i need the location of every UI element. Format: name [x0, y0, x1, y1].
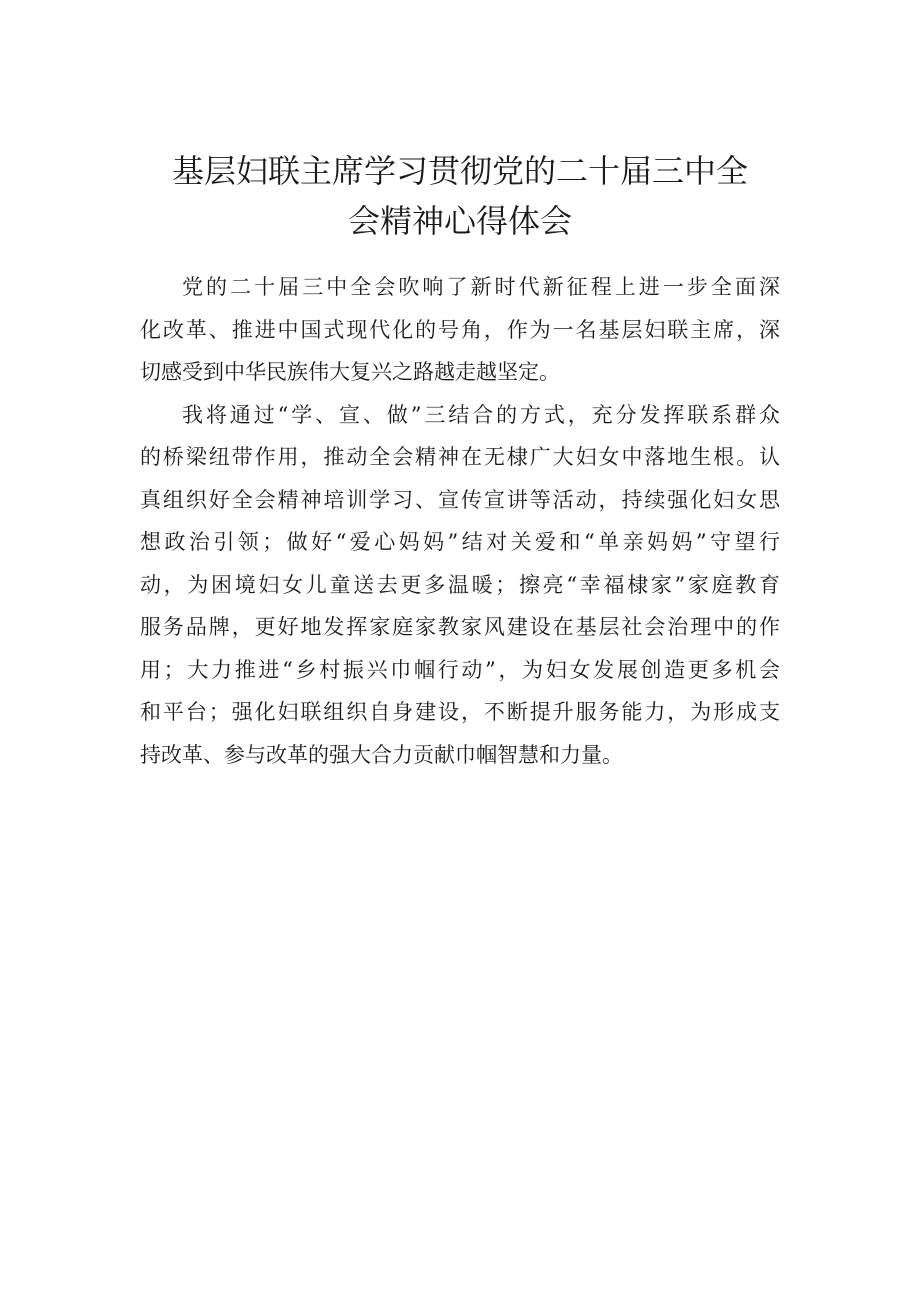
text-line: 切感受到中华民族伟大复兴之路越走越坚定。 [140, 360, 560, 384]
text-line: 持改革、参与改革的强大合力贡献巾帼智慧和力量。 [140, 742, 623, 767]
text-line: 和平台；强化妇联组织自身建设，不断提升服务能力，为形成支 [140, 700, 780, 724]
text-line: 党的二十届三中全会吹响了新时代新征程上进一步全面深 [182, 275, 780, 299]
text-line: 化改革、推进中国式现代化的号角，作为一名基层妇联主席，深 [140, 317, 780, 342]
paragraph-2 [140, 394, 780, 777]
title-line: 基层妇联主席学习贯彻党的二十届三中全 [171, 152, 748, 190]
text-line: 想政治引领；做好“爱心妈妈”结对关爱和“单亲妈妈”守望行 [140, 530, 780, 554]
document-body [140, 266, 780, 776]
title-line: 会精神心得体会 [347, 202, 572, 240]
text-line: 服务品牌，更好地发挥家庭家教家风建设在基层社会治理中的作 [140, 615, 780, 639]
document-title [140, 146, 780, 246]
text-line: 我将通过“学、宣、做”三结合的方式，充分发挥联系群众 [182, 402, 780, 427]
text-line: 动，为困境妇女儿童送去更多温暖；擦亮“幸福棣家”家庭教育 [140, 572, 780, 597]
text-line: 真组织好全会精神培训学习、宣传宣讲等活动，持续强化妇女思 [140, 487, 780, 512]
text-line: 用；大力推进“乡村振兴巾帼行动”，为妇女发展创造更多机会 [140, 657, 780, 682]
paragraph-1 [140, 266, 780, 394]
text-line: 的桥梁纽带作用，推动全会精神在无棣广大妇女中落地生根。认 [140, 445, 780, 469]
